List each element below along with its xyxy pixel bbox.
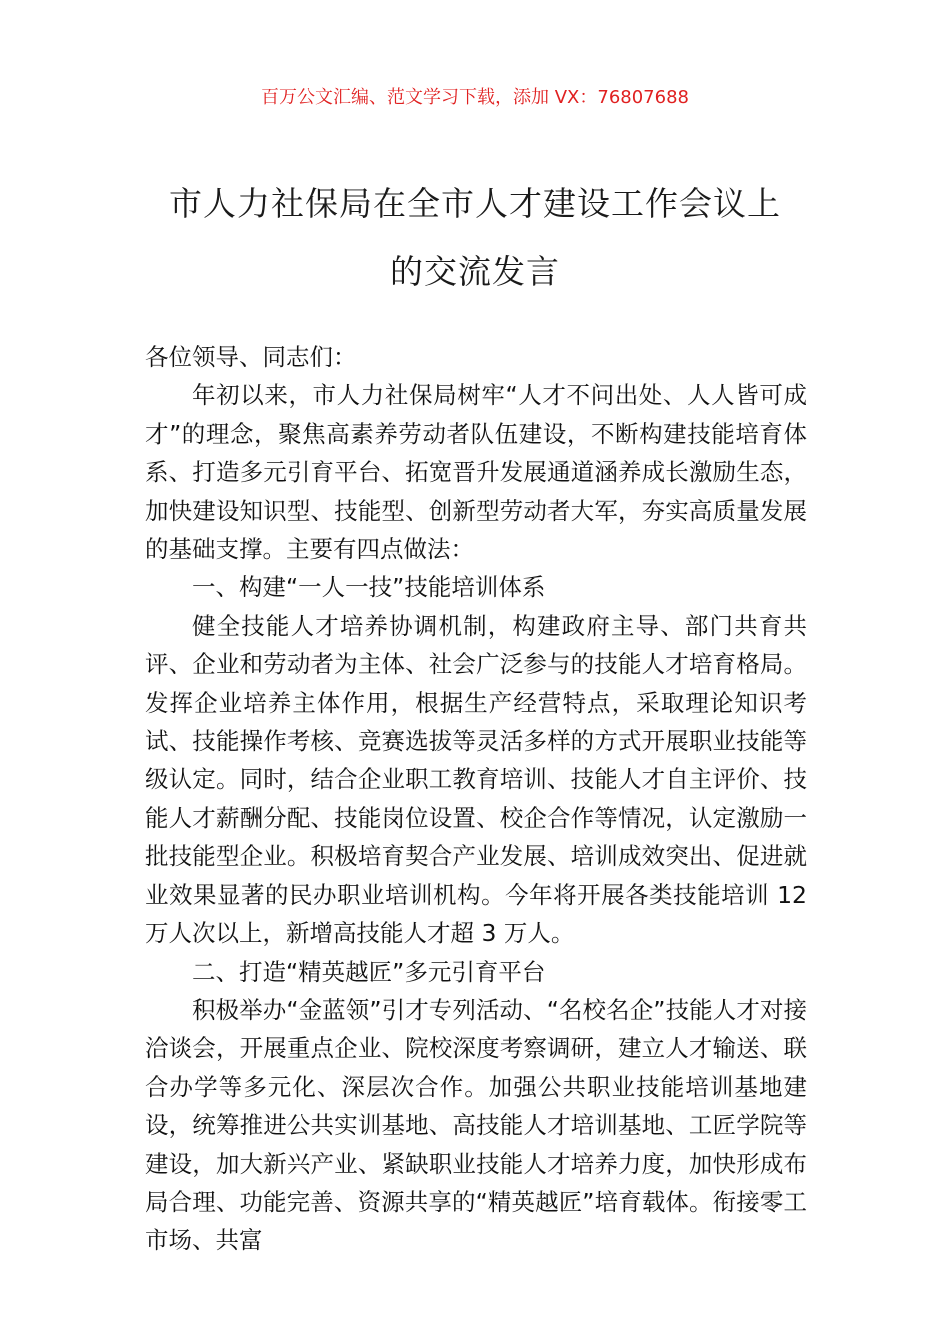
title-line-1: 市人力社保局在全市人才建设工作会议上 [169, 184, 781, 223]
document-title [120, 170, 830, 306]
intro-paragraph: 年初以来，市人力社保局树牢“人才不问出处、人人皆可成才”的理念，聚焦高素养劳动者队伍建设，不断构建技能培育体系、打造多元引育平台、拓宽晋升发展通道涵养成长激励生态，加快建设知识型、技能型、创新型劳动者大军，夯实高质量发展的基础支撑。主要有四点做法： [145, 381, 807, 564]
section-1-paragraph: 健全技能人才培养协调机制，构建政府主导、部门共育共评、企业和劳动者为主体、社会广泛参与的技能人才培育格局。发挥企业培养主体作用，根据生产经营特点，采取理论知识考试、技能操作考核、竞赛选拔等灵活多样的方式开展职业技能等级认定。同时，结合企业职工教育培训、技能人才自主评价、技能人才薪酬分配、技能岗位设置、校企合作等情况，认定激励一批技能型企业。积极培育契合产业发展、培训成效突出、促进就业效果显著的民办职业培训机构。今年将开展各类技能培训 12 万人次以上，新增高技能人才超 3 万人。 [145, 611, 807, 948]
salutation: 各位领导、同志们： [145, 343, 357, 371]
section-heading-2: 二、打造“精英越匠”多元引育平台 [192, 957, 546, 986]
promo-banner: 百万公文汇编、范文学习下载，添加 VX：76807688 [261, 87, 689, 108]
title-line-2: 的交流发言 [390, 252, 560, 291]
section-heading-1: 一、构建“一人一技”技能培训体系 [192, 573, 546, 602]
document-body [145, 338, 807, 1260]
section-2-paragraph: 积极举办“金蓝领”引才专列活动、“名校名企”技能人才对接洽谈会，开展重点企业、院校深度考察调研，建立人才输送、联合办学等多元化、深层次合作。加强公共职业技能培训基地建设，统筹推进公共实训基地、高技能人才培训基地、工匠学院等建设，加大新兴产业、紧缺职业技能人才培养力度，加快形成布局合理、功能完善、资源共享的“精英越匠”培育载体。衔接零工市场、共富 [145, 995, 807, 1255]
